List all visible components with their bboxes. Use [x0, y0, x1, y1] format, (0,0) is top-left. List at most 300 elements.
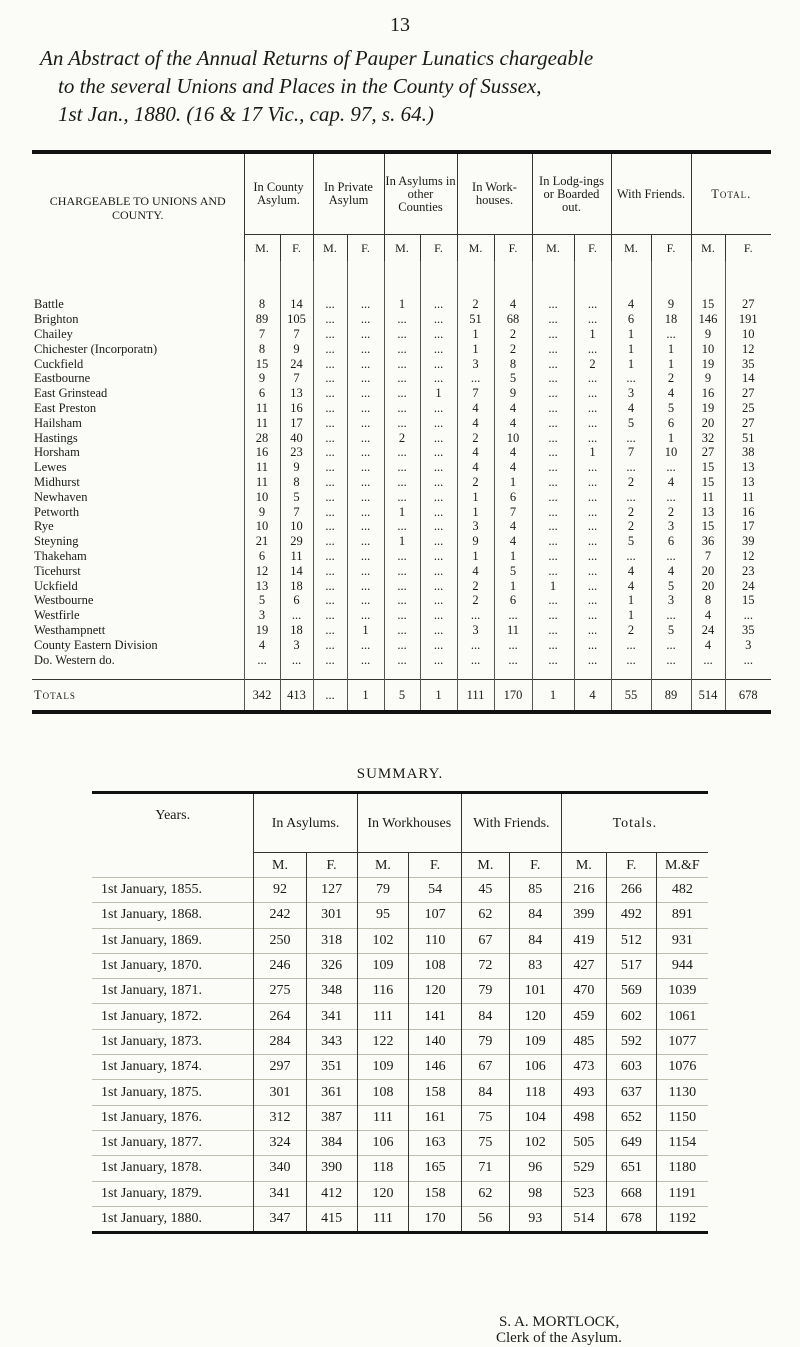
count-cell: ...: [420, 327, 457, 342]
summary-cell: 84: [461, 1080, 509, 1105]
total-cell: 89: [651, 679, 691, 712]
count-cell: ...: [313, 371, 347, 386]
union-row: [32, 297, 771, 312]
female-column-header: F.: [347, 235, 384, 262]
count-cell: ...: [420, 489, 457, 504]
count-cell: 14: [725, 371, 771, 386]
count-cell: ...: [611, 430, 651, 445]
count-cell: ...: [313, 386, 347, 401]
union-name: Eastbourne: [34, 371, 91, 386]
summary-cell: 246: [254, 953, 306, 978]
summary-cell: 127: [306, 878, 357, 903]
count-cell: 1: [457, 504, 494, 519]
summary-cell: 72: [461, 953, 509, 978]
summary-cell: 493: [561, 1080, 606, 1105]
summary-cell: 95: [357, 903, 409, 928]
summary-cell: 482: [656, 878, 708, 903]
count-cell: ...: [532, 430, 574, 445]
summary-cell: 141: [409, 1004, 462, 1029]
count-cell: 13: [280, 386, 313, 401]
count-cell: 1: [611, 608, 651, 623]
union-row: [32, 608, 771, 623]
summary-cell: 301: [254, 1080, 306, 1105]
count-cell: 4: [611, 401, 651, 416]
count-cell: 6: [651, 415, 691, 430]
summary-cell: 412: [306, 1181, 357, 1206]
summary-cell: 111: [357, 1004, 409, 1029]
count-cell: 1: [457, 489, 494, 504]
total-cell: 342: [244, 679, 280, 712]
summary-cell: 101: [509, 979, 561, 1004]
male-column-header: M.: [457, 235, 494, 262]
count-cell: ...: [532, 460, 574, 475]
count-cell: ...: [532, 371, 574, 386]
count-cell: ...: [384, 652, 420, 667]
count-cell: ...: [420, 519, 457, 534]
count-cell: ...: [347, 401, 384, 416]
count-cell: ...: [313, 401, 347, 416]
count-cell: ...: [611, 549, 651, 564]
summary-heading: SUMMARY.: [356, 766, 444, 782]
count-cell: ...: [611, 489, 651, 504]
count-cell: ...: [384, 475, 420, 490]
male-column-header: M.: [384, 235, 420, 262]
count-cell: 2: [494, 341, 532, 356]
years-header: Years.: [155, 808, 191, 823]
count-cell: 7: [280, 371, 313, 386]
summary-cell: 79: [461, 1029, 509, 1054]
union-name: Newhaven: [34, 489, 88, 504]
male-column-header: M.: [313, 235, 347, 262]
count-cell: 1: [611, 341, 651, 356]
summary-cell: 637: [606, 1080, 656, 1105]
union-row: [32, 327, 771, 342]
summary-cell: 110: [409, 928, 462, 953]
summary-cell: 603: [606, 1055, 656, 1080]
count-cell: 6: [651, 534, 691, 549]
count-cell: 10: [725, 327, 771, 342]
summary-subheader: F.: [306, 853, 357, 878]
count-cell: ...: [420, 578, 457, 593]
count-cell: 7: [494, 504, 532, 519]
count-cell: 7: [244, 327, 280, 342]
count-cell: 7: [691, 549, 725, 564]
count-cell: ...: [611, 460, 651, 475]
count-cell: 9: [280, 460, 313, 475]
summary-cell: 67: [461, 928, 509, 953]
count-cell: ...: [532, 519, 574, 534]
summary-subheader: M.: [461, 853, 509, 878]
union-row: [32, 593, 771, 608]
group-header-friends: With Friends.: [611, 152, 691, 235]
summary-cell: 92: [254, 878, 306, 903]
count-cell: 8: [244, 341, 280, 356]
count-cell: ...: [347, 563, 384, 578]
count-cell: ...: [347, 430, 384, 445]
count-cell: 11: [280, 549, 313, 564]
count-cell: ...: [574, 549, 611, 564]
summary-cell: 216: [561, 878, 606, 903]
count-cell: 15: [725, 593, 771, 608]
count-cell: 18: [651, 312, 691, 327]
count-cell: ...: [347, 386, 384, 401]
count-cell: ...: [347, 534, 384, 549]
count-cell: ...: [651, 637, 691, 652]
summary-cell: 891: [656, 903, 708, 928]
union-name: Chichester (Incorporatn): [34, 341, 158, 356]
count-cell: ...: [313, 460, 347, 475]
total-cell: 55: [611, 679, 651, 712]
union-row: [32, 549, 771, 564]
summary-cell: 45: [461, 878, 509, 903]
union-name: East Grinstead: [34, 386, 108, 401]
summary-cell: 56: [461, 1206, 509, 1232]
total-cell: 1: [347, 679, 384, 712]
count-cell: ...: [384, 312, 420, 327]
count-cell: 4: [457, 415, 494, 430]
count-cell: ...: [457, 608, 494, 623]
union-row: [32, 356, 771, 371]
title-line-2: to the several Unions and Places in the County of Sussex,: [58, 74, 542, 98]
summary-cell: 242: [254, 903, 306, 928]
count-cell: 14: [280, 297, 313, 312]
count-cell: 39: [725, 534, 771, 549]
count-cell: ...: [574, 637, 611, 652]
count-cell: 19: [691, 356, 725, 371]
count-cell: 16: [244, 445, 280, 460]
count-cell: 11: [691, 489, 725, 504]
summary-row: [92, 979, 708, 1004]
count-cell: 2: [457, 593, 494, 608]
count-cell: ...: [532, 549, 574, 564]
summary-year: 1st January, 1877.: [92, 1130, 254, 1155]
summary-cell: 668: [606, 1181, 656, 1206]
summary-cell: 98: [509, 1181, 561, 1206]
count-cell: ...: [651, 489, 691, 504]
summary-cell: 71: [461, 1156, 509, 1181]
count-cell: 35: [725, 623, 771, 638]
summary-cell: 102: [509, 1130, 561, 1155]
count-cell: 2: [457, 297, 494, 312]
count-cell: ...: [574, 652, 611, 667]
count-cell: ...: [347, 549, 384, 564]
summary-cell: 107: [409, 903, 462, 928]
summary-cell: 387: [306, 1105, 357, 1130]
count-cell: ...: [420, 297, 457, 312]
union-name: Ticehurst: [34, 563, 81, 578]
union-row: [32, 534, 771, 549]
document-title: [40, 44, 770, 128]
count-cell: ...: [611, 371, 651, 386]
count-cell: 4: [691, 608, 725, 623]
summary-cell: 517: [606, 953, 656, 978]
count-cell: ...: [384, 460, 420, 475]
signatory-title: Clerk of the Asylum.: [496, 1330, 622, 1346]
summary-row: [92, 1130, 708, 1155]
count-cell: 13: [244, 578, 280, 593]
count-cell: 4: [244, 637, 280, 652]
summary-cell: 146: [409, 1055, 462, 1080]
count-cell: ...: [611, 637, 651, 652]
count-cell: 29: [280, 534, 313, 549]
count-cell: ...: [494, 608, 532, 623]
count-cell: 2: [611, 623, 651, 638]
count-cell: ...: [313, 504, 347, 519]
count-cell: 146: [691, 312, 725, 327]
summary-cell: 140: [409, 1029, 462, 1054]
count-cell: 38: [725, 445, 771, 460]
summary-cell: 93: [509, 1206, 561, 1232]
union-name: Petworth: [34, 504, 80, 519]
count-cell: ...: [347, 489, 384, 504]
summary-cell: 312: [254, 1105, 306, 1130]
count-cell: ...: [384, 623, 420, 638]
summary-cell: 120: [509, 1004, 561, 1029]
count-cell: 1: [494, 549, 532, 564]
count-cell: 16: [725, 504, 771, 519]
count-cell: 28: [244, 430, 280, 445]
count-cell: 4: [494, 519, 532, 534]
summary-cell: 512: [606, 928, 656, 953]
count-cell: 6: [494, 593, 532, 608]
summary-cell: 170: [409, 1206, 462, 1232]
count-cell: ...: [384, 415, 420, 430]
count-cell: 2: [457, 475, 494, 490]
union-row: [32, 623, 771, 638]
summary-cell: 514: [561, 1206, 606, 1232]
count-cell: 5: [611, 415, 651, 430]
count-cell: ...: [313, 341, 347, 356]
count-cell: ...: [420, 549, 457, 564]
count-cell: 11: [244, 475, 280, 490]
total-cell: 4: [574, 679, 611, 712]
summary-year: 1st January, 1879.: [92, 1181, 254, 1206]
summary-row: [92, 1181, 708, 1206]
count-cell: 4: [457, 563, 494, 578]
summary-cell: 529: [561, 1156, 606, 1181]
count-cell: ...: [347, 475, 384, 490]
totals-row: [32, 679, 771, 712]
union-row: [32, 504, 771, 519]
summary-cell: 347: [254, 1206, 306, 1232]
count-cell: ...: [280, 652, 313, 667]
count-cell: ...: [313, 445, 347, 460]
count-cell: ...: [313, 415, 347, 430]
female-column-header: F.: [574, 235, 611, 262]
count-cell: 2: [611, 519, 651, 534]
union-name: Battle: [34, 297, 64, 312]
count-cell: 27: [725, 297, 771, 312]
count-cell: ...: [347, 327, 384, 342]
count-cell: 20: [691, 578, 725, 593]
count-cell: ...: [384, 371, 420, 386]
count-cell: ...: [532, 563, 574, 578]
count-cell: ...: [313, 430, 347, 445]
count-cell: 10: [651, 445, 691, 460]
count-cell: ...: [532, 489, 574, 504]
count-cell: 3: [457, 519, 494, 534]
union-name: Thakeham: [34, 548, 87, 563]
count-cell: ...: [725, 608, 771, 623]
union-name: Do. Western do.: [34, 652, 115, 667]
count-cell: ...: [347, 356, 384, 371]
count-cell: ...: [420, 504, 457, 519]
group-header-private-asylum: In Private Asylum: [313, 152, 384, 235]
count-cell: ...: [574, 297, 611, 312]
count-cell: ...: [384, 519, 420, 534]
count-cell: 4: [494, 534, 532, 549]
summary-cell: 523: [561, 1181, 606, 1206]
count-cell: ...: [313, 356, 347, 371]
summary-cell: 79: [461, 979, 509, 1004]
count-cell: ...: [532, 356, 574, 371]
count-cell: 4: [611, 578, 651, 593]
summary-cell: 324: [254, 1130, 306, 1155]
count-cell: ...: [532, 475, 574, 490]
count-cell: 16: [280, 401, 313, 416]
count-cell: 1: [651, 430, 691, 445]
union-name: Chailey: [34, 326, 73, 341]
union-row: [32, 652, 771, 667]
count-cell: ...: [420, 445, 457, 460]
summary-row: [92, 953, 708, 978]
count-cell: 15: [244, 356, 280, 371]
count-cell: 13: [725, 475, 771, 490]
count-cell: 12: [244, 563, 280, 578]
count-cell: 5: [651, 578, 691, 593]
summary-cell: 602: [606, 1004, 656, 1029]
count-cell: 18: [280, 623, 313, 638]
count-cell: 15: [691, 475, 725, 490]
count-cell: 27: [725, 386, 771, 401]
count-cell: ...: [651, 549, 691, 564]
summary-cell: 1076: [656, 1055, 708, 1080]
female-column-header: F.: [725, 235, 771, 262]
count-cell: ...: [347, 593, 384, 608]
count-cell: 2: [457, 578, 494, 593]
count-cell: ...: [574, 489, 611, 504]
count-cell: 9: [244, 504, 280, 519]
count-cell: 20: [691, 415, 725, 430]
union-row: [32, 401, 771, 416]
union-name: Westfirle: [34, 608, 80, 623]
summary-cell: 120: [357, 1181, 409, 1206]
count-cell: 24: [691, 623, 725, 638]
count-cell: ...: [532, 415, 574, 430]
abstract-table: [32, 150, 771, 714]
count-cell: ...: [574, 460, 611, 475]
female-column-header: F.: [280, 235, 313, 262]
count-cell: ...: [384, 489, 420, 504]
count-cell: 10: [691, 341, 725, 356]
count-cell: 8: [691, 593, 725, 608]
female-column-header: F.: [651, 235, 691, 262]
summary-cell: 326: [306, 953, 357, 978]
summary-cell: 459: [561, 1004, 606, 1029]
summary-year: 1st January, 1875.: [92, 1080, 254, 1105]
summary-year: 1st January, 1870.: [92, 953, 254, 978]
count-cell: 25: [725, 401, 771, 416]
count-cell: ...: [384, 637, 420, 652]
count-cell: ...: [651, 460, 691, 475]
union-row: [32, 563, 771, 578]
count-cell: 35: [725, 356, 771, 371]
group-header-lodgings: In Lodg-ings or Boarded out.: [532, 152, 611, 235]
count-cell: 6: [244, 386, 280, 401]
union-name: Westbourne: [34, 593, 94, 608]
summary-cell: 84: [509, 928, 561, 953]
count-cell: ...: [574, 312, 611, 327]
count-cell: ...: [420, 430, 457, 445]
union-row: [32, 371, 771, 386]
totals-header: Totals.: [561, 793, 708, 853]
summary-subheader: F.: [409, 853, 462, 878]
summary-cell: 301: [306, 903, 357, 928]
summary-cell: 419: [561, 928, 606, 953]
count-cell: ...: [384, 445, 420, 460]
count-cell: ...: [611, 652, 651, 667]
summary-row: [92, 1004, 708, 1029]
count-cell: ...: [420, 312, 457, 327]
count-cell: 1: [384, 297, 420, 312]
union-row: [32, 519, 771, 534]
count-cell: 6: [611, 312, 651, 327]
count-cell: 4: [611, 297, 651, 312]
count-cell: ...: [384, 341, 420, 356]
count-cell: 5: [244, 593, 280, 608]
count-cell: ...: [532, 312, 574, 327]
union-name: Steyning: [34, 534, 79, 549]
count-cell: ...: [691, 652, 725, 667]
summary-row: [92, 1156, 708, 1181]
count-cell: ...: [313, 578, 347, 593]
count-cell: 8: [280, 475, 313, 490]
count-cell: ...: [574, 504, 611, 519]
summary-cell: 104: [509, 1105, 561, 1130]
count-cell: 1: [384, 534, 420, 549]
count-cell: ...: [651, 652, 691, 667]
count-cell: 8: [494, 356, 532, 371]
count-cell: 4: [494, 460, 532, 475]
summary-table: [92, 791, 708, 1234]
summary-cell: 96: [509, 1156, 561, 1181]
count-cell: ...: [313, 327, 347, 342]
summary-cell: 351: [306, 1055, 357, 1080]
union-name: Midhurst: [34, 474, 80, 489]
summary-cell: 118: [357, 1156, 409, 1181]
summary-cell: 250: [254, 928, 306, 953]
count-cell: 51: [457, 312, 494, 327]
summary-year: 1st January, 1872.: [92, 1004, 254, 1029]
summary-cell: 122: [357, 1029, 409, 1054]
count-cell: 15: [691, 460, 725, 475]
count-cell: ...: [420, 415, 457, 430]
summary-cell: 297: [254, 1055, 306, 1080]
count-cell: 4: [611, 563, 651, 578]
total-cell: 1: [532, 679, 574, 712]
count-cell: ...: [420, 475, 457, 490]
count-cell: ...: [532, 327, 574, 342]
summary-cell: 384: [306, 1130, 357, 1155]
count-cell: ...: [651, 327, 691, 342]
summary-row: [92, 903, 708, 928]
summary-cell: 163: [409, 1130, 462, 1155]
count-cell: 2: [651, 504, 691, 519]
count-cell: ...: [725, 652, 771, 667]
count-cell: ...: [574, 608, 611, 623]
title-line-1: An Abstract of the Annual Returns of Pauper Lunatics chargeable: [40, 46, 594, 70]
summary-cell: 83: [509, 953, 561, 978]
